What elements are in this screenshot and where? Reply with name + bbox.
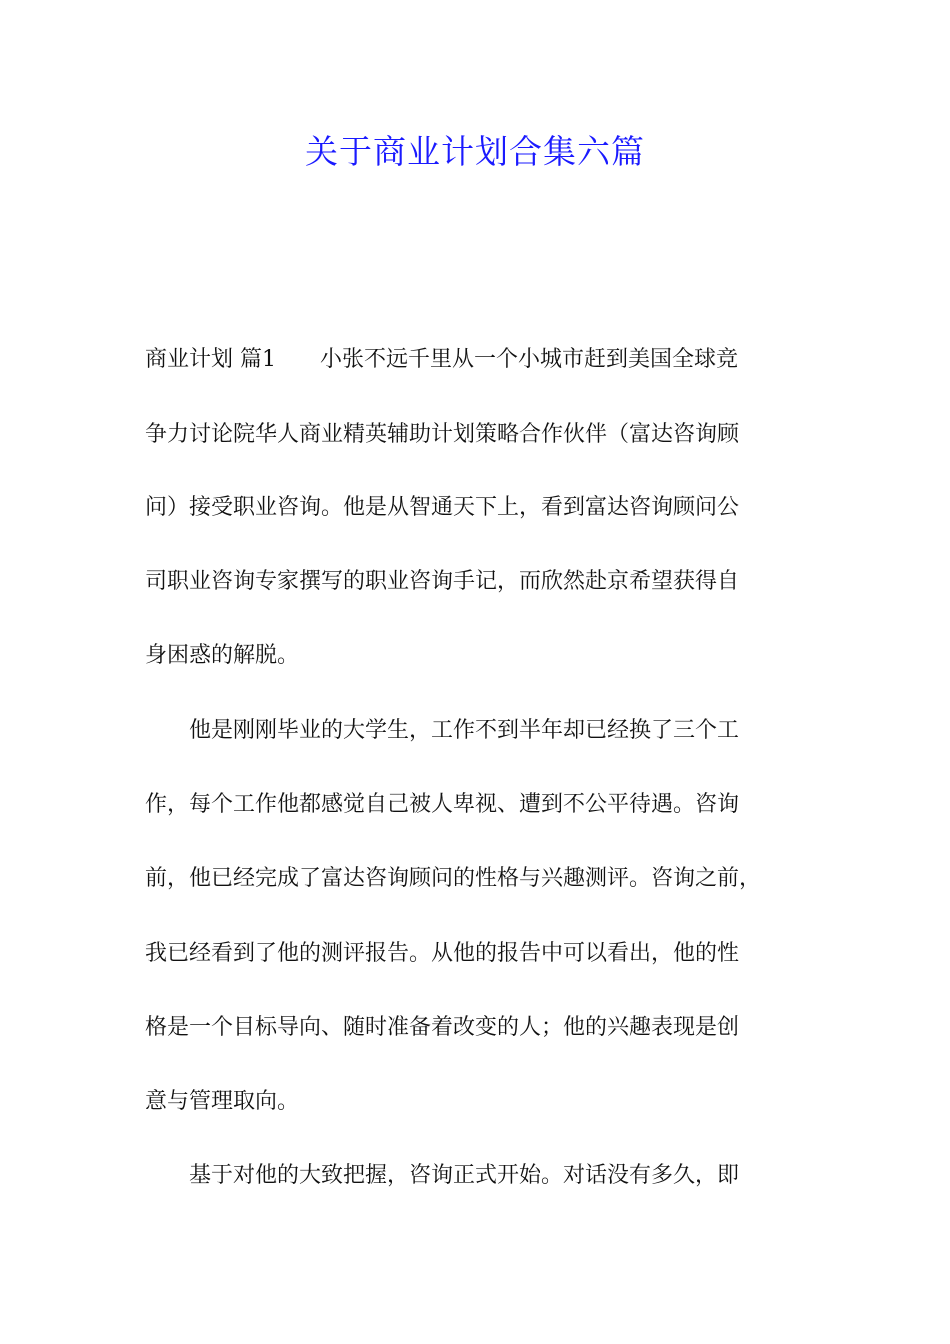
body-line: 作，每个工作他都感觉自己被人卑视、遭到不公平待遇。咨询 [145,792,740,817]
body-line: 基于对他的大致把握，咨询正式开始。对话没有多久，即 [145,1163,740,1188]
body-line: 争力讨论院华人商业精英辅助计划策略合作伙伴（富达咨询顾 [145,422,740,447]
body-line: 问）接受职业咨询。他是从智通天下上，看到富达咨询顾问公 [145,495,740,520]
body-line: 司职业咨询专家撰写的职业咨询手记，而欣然赴京希望获得自 [145,569,740,594]
document-title: 关于商业计划合集六篇 [305,132,645,171]
body-line: 他是刚刚毕业的大学生，工作不到半年却已经换了三个工 [145,718,740,743]
body-line: 格是一个目标导向、随时准备着改变的人；他的兴趣表现是创 [145,1015,740,1040]
body-line: 意与管理取向。 [145,1089,300,1114]
body-line: 身困惑的解脱。 [145,643,300,668]
body-line: 我已经看到了他的测评报告。从他的报告中可以看出，他的性 [145,941,740,966]
body-line: 商业计划 篇1 小张不远千里从一个小城市赶到美国全球竞 [145,347,738,372]
body-line: 前，他已经完成了富达咨询顾问的性格与兴趣测评。咨询之前， [145,866,762,891]
